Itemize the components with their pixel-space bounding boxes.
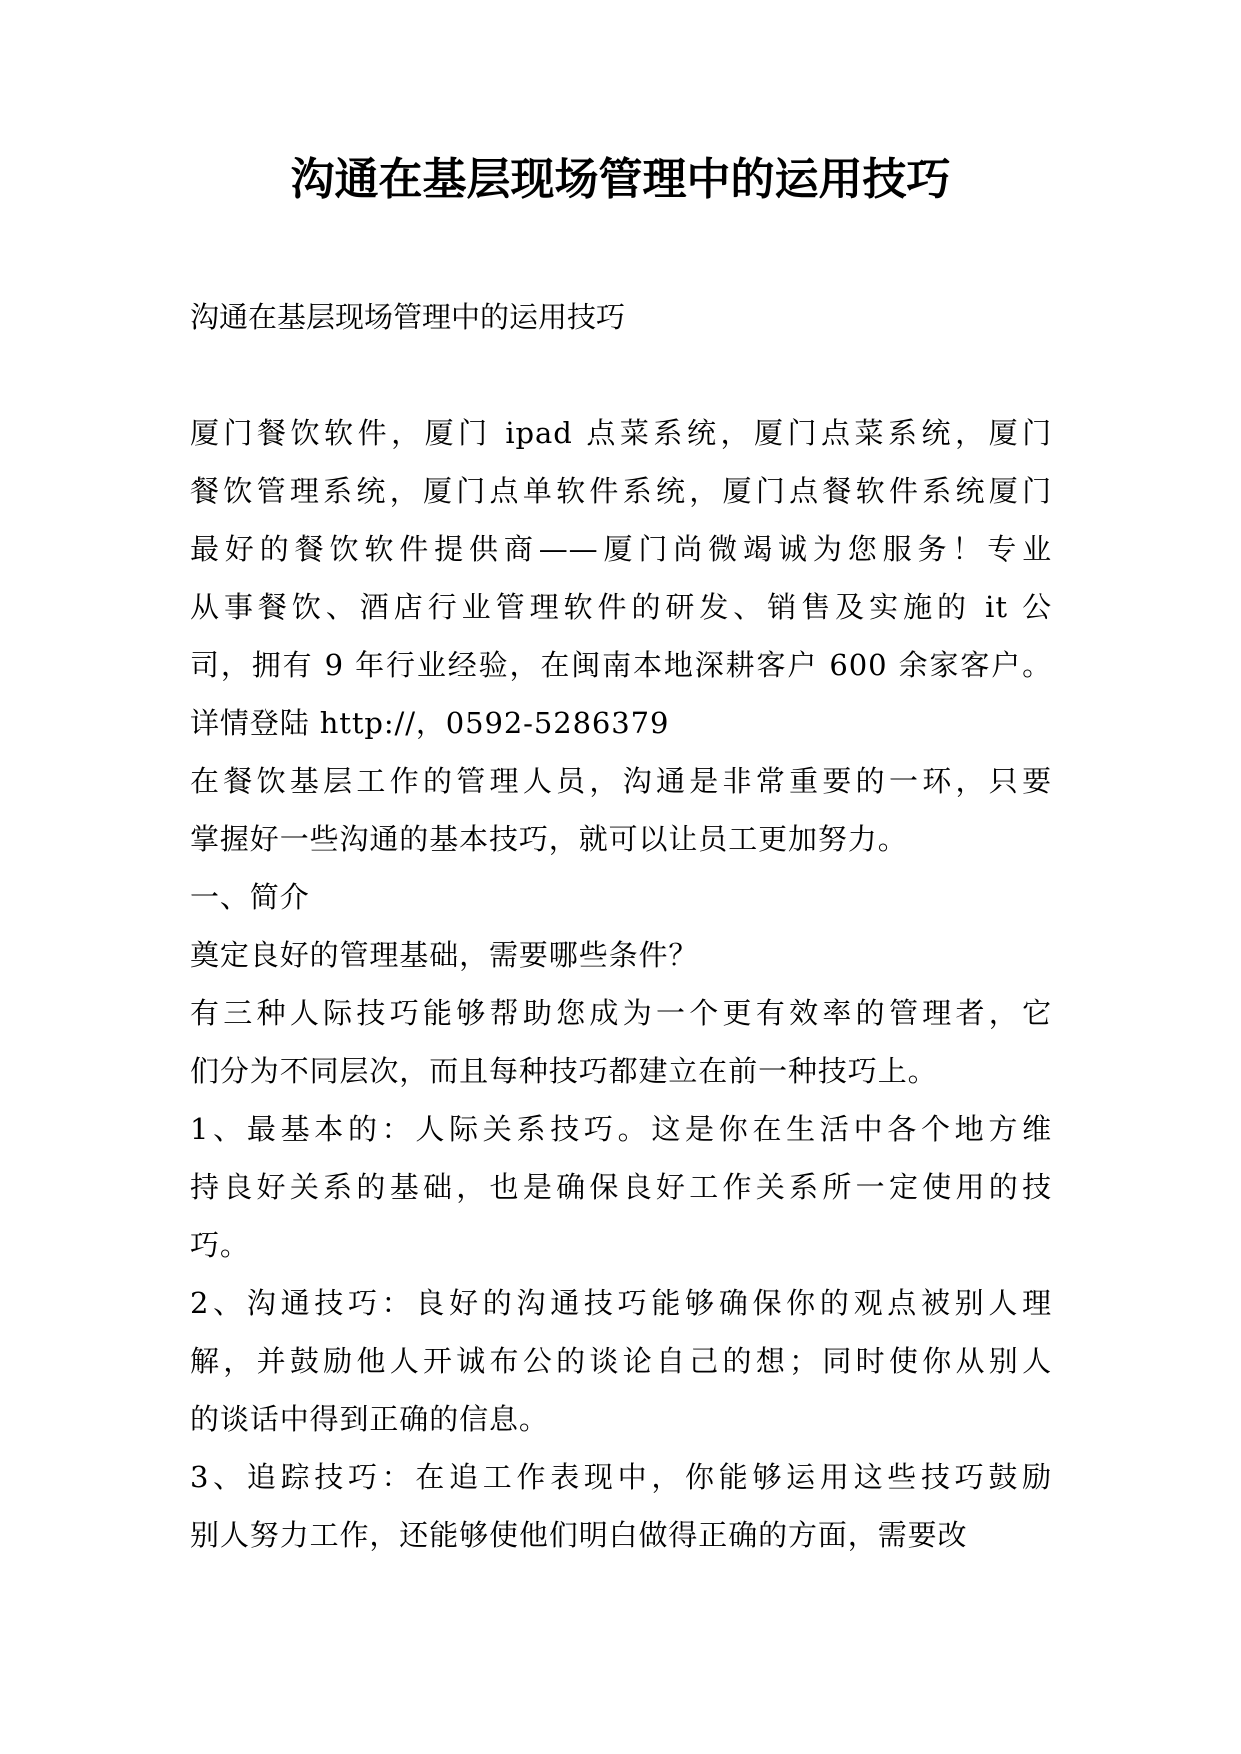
paragraph-line: 持良好关系的基础，也是确保良好工作关系所一定使用的技 [190, 1170, 1052, 1204]
paragraph-line: 厦门餐饮软件，厦门 ipad 点菜系统，厦门点菜系统，厦门 [190, 416, 1052, 450]
paragraph-line: 1、最基本的：人际关系技巧。这是你在生活中各个地方维 [190, 1112, 1052, 1146]
paragraph [190, 984, 1052, 1100]
paragraph-line: 别人努力工作，还能够使他们明白做得正确的方面，需要改 [190, 1518, 968, 1552]
paragraph-line: 在餐饮基层工作的管理人员，沟通是非常重要的一环，只要 [190, 764, 1052, 798]
document-body [190, 288, 1052, 1564]
paragraph [190, 868, 1052, 926]
paragraph-line: 巧。 [190, 1228, 250, 1262]
paragraph [190, 1274, 1052, 1448]
paragraph-line: 司，拥有 9 年行业经验，在闽南本地深耕客户 600 余家客户。 [190, 648, 1052, 682]
paragraph-line: 最好的餐饮软件提供商——厦门尚微竭诚为您服务！专业 [190, 532, 1052, 566]
document-title: 沟通在基层现场管理中的运用技巧 [290, 154, 951, 205]
paragraph [190, 1100, 1052, 1274]
paragraph [190, 404, 1052, 752]
paragraph-line: 从事餐饮、酒店行业管理软件的研发、销售及实施的 it 公 [190, 590, 1052, 624]
paragraph-line: 餐饮管理系统，厦门点单软件系统，厦门点餐软件系统厦门 [190, 474, 1052, 508]
paragraph-line: 的谈话中得到正确的信息。 [190, 1402, 549, 1436]
paragraph-line: 有三种人际技巧能够帮助您成为一个更有效率的管理者，它 [190, 996, 1052, 1030]
paragraph [190, 1448, 1052, 1564]
paragraph-line: 一、简介 [190, 880, 310, 914]
paragraph [190, 926, 1052, 984]
paragraph-line: 详情登陆 http://，0592-5286379 [190, 706, 670, 740]
document-subtitle: 沟通在基层现场管理中的运用技巧 [190, 300, 626, 334]
paragraph-line: 2、沟通技巧：良好的沟通技巧能够确保你的观点被别人理 [190, 1286, 1052, 1320]
paragraph-line: 3、追踪技巧：在追工作表现中，你能够运用这些技巧鼓励 [190, 1460, 1052, 1494]
paragraph-line: 们分为不同层次，而且每种技巧都建立在前一种技巧上。 [190, 1054, 938, 1088]
paragraph-line: 奠定良好的管理基础，需要哪些条件？ [190, 938, 699, 972]
paragraph [190, 752, 1052, 868]
paragraph-list [190, 404, 1052, 1564]
paragraph-line: 解，并鼓励他人开诚布公的谈论自己的想；同时使你从别人 [190, 1344, 1052, 1378]
paragraph-line: 掌握好一些沟通的基本技巧，就可以让员工更加努力。 [190, 822, 908, 856]
